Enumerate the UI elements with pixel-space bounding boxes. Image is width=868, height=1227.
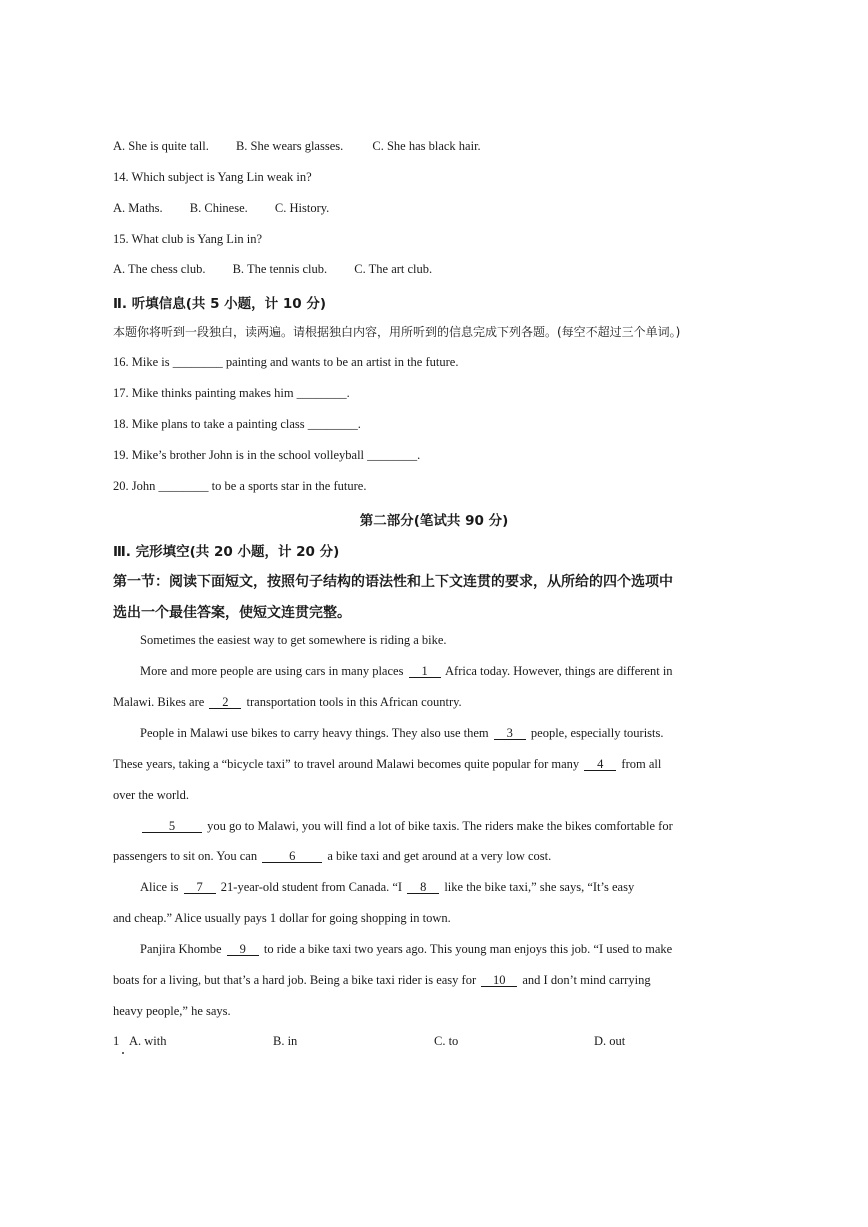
passage-line: People in Malawi use bikes to carry heavy things. They also use them 3 people, especially tourists. bbox=[140, 726, 664, 740]
q14-question: 14. Which subject is Yang Lin weak in? bbox=[113, 170, 312, 184]
cloze-blank-10[interactable]: 10 bbox=[481, 974, 517, 987]
q14-option-b: B. Chinese. bbox=[189, 201, 248, 215]
cloze-blank-2[interactable]: 2 bbox=[209, 696, 241, 709]
passage-line: passengers to sit on. You can 6 a bike taxi and get around at a very low cost. bbox=[113, 849, 552, 863]
q15-option-c: C. The art club. bbox=[354, 262, 433, 276]
passage-line: These years, taking a “bicycle taxi” to travel around Malawi becomes quite popular for many 4 from all bbox=[113, 757, 662, 771]
cloze-blank-7[interactable]: 7 bbox=[184, 881, 216, 894]
passage-line: Panjira Khombe 9 to ride a bike taxi two years ago. This young man enjoys this job. “I used to make bbox=[140, 942, 673, 956]
dot-mark bbox=[122, 1052, 124, 1054]
q13-option-a: A. She is quite tall. bbox=[113, 139, 209, 153]
passage-line: 5 you go to Malawi, you will find a lot of bike taxis. The riders make the bikes comfortable for bbox=[140, 819, 673, 834]
question-number: 1 bbox=[113, 1034, 120, 1048]
answer-blank[interactable]: ________ bbox=[172, 355, 223, 369]
option-a[interactable]: A. with bbox=[129, 1034, 167, 1048]
q13-option-b: B. She wears glasses. bbox=[235, 139, 344, 153]
section2-title: Ⅱ. 听填信息(共 5 小题，计 10 分) bbox=[113, 296, 327, 312]
q14-option-a: A. Maths. bbox=[113, 201, 163, 215]
answer-blank[interactable]: ________ bbox=[296, 386, 347, 400]
option-c[interactable]: C. to bbox=[434, 1034, 459, 1048]
fill-item-19: 19. Mike’s brother John is in the school volleyball ________. bbox=[113, 448, 421, 462]
answer-blank[interactable]: ________ bbox=[307, 417, 358, 431]
cloze-blank-8[interactable]: 8 bbox=[407, 881, 439, 894]
option-d[interactable]: D. out bbox=[594, 1034, 626, 1048]
q13-options bbox=[113, 139, 481, 154]
cloze-question-1 bbox=[113, 1034, 673, 1050]
q13-option-c: C. She has black hair. bbox=[372, 139, 481, 153]
passage-line: Malawi. Bikes are 2 transportation tools in this African country. bbox=[113, 695, 462, 709]
section3-title: Ⅲ. 完形填空(共 20 小题，计 20 分) bbox=[113, 544, 340, 560]
passage-paragraph-1: Sometimes the easiest way to get somewhere is riding a bike. bbox=[140, 633, 447, 647]
cloze-blank-4[interactable]: 4 bbox=[584, 758, 616, 771]
fill-item-16: 16. Mike is ________ painting and wants to be an artist in the future. bbox=[113, 355, 459, 369]
q15-options bbox=[113, 262, 432, 277]
answer-blank[interactable]: ________ bbox=[158, 479, 209, 493]
fill-item-17: 17. Mike thinks painting makes him ________. bbox=[113, 386, 350, 400]
q15-question: 15. What club is Yang Lin in? bbox=[113, 232, 263, 246]
passage-line: heavy people,” he says. bbox=[113, 1004, 231, 1018]
part2-title: 第二部分(笔试共 90 分) bbox=[359, 513, 509, 529]
q14-options bbox=[113, 201, 329, 216]
cloze-blank-9[interactable]: 9 bbox=[227, 943, 259, 956]
passage-line: boats for a living, but that’s a hard job. Being a bike taxi rider is easy for 10 and I don’t mind carrying bbox=[113, 973, 651, 987]
fill-item-18: 18. Mike plans to take a painting class ________. bbox=[113, 417, 361, 431]
q15-option-b: B. The tennis club. bbox=[232, 262, 328, 276]
passage-line: Alice is 7 21-year-old student from Canada. “I 8 like the bike taxi,” she says, “It’s easy bbox=[140, 880, 635, 894]
answer-blank[interactable]: ________ bbox=[367, 448, 418, 462]
passage-line: More and more people are using cars in many places 1 Africa today. However, things are different in bbox=[140, 664, 673, 678]
section2-instruction: 本题你将听到一段独白，读两遍。请根据独白内容，用所听到的信息完成下列各题。(每空不超过三个单词。) bbox=[113, 325, 681, 339]
cloze-blank-5[interactable]: 5 bbox=[142, 820, 202, 833]
passage-line: over the world. bbox=[113, 788, 190, 802]
q15-option-a: A. The chess club. bbox=[113, 262, 206, 276]
fill-item-20: 20. John ________ to be a sports star in the future. bbox=[113, 479, 367, 493]
passage-line: and cheap.” Alice usually pays 1 dollar for going shopping in town. bbox=[113, 911, 451, 925]
cloze-blank-1[interactable]: 1 bbox=[409, 665, 441, 678]
section3-instruction-line1: 第一节：阅读下面短文，按照句子结构的语法性和上下文连贯的要求，从所给的四个选项中 bbox=[113, 574, 673, 590]
cloze-blank-6[interactable]: 6 bbox=[262, 850, 322, 863]
q14-option-c: C. History. bbox=[274, 201, 330, 215]
option-b[interactable]: B. in bbox=[273, 1034, 298, 1048]
section3-instruction-line2: 选出一个最佳答案，使短文连贯完整。 bbox=[113, 605, 351, 621]
cloze-blank-3[interactable]: 3 bbox=[494, 727, 526, 740]
